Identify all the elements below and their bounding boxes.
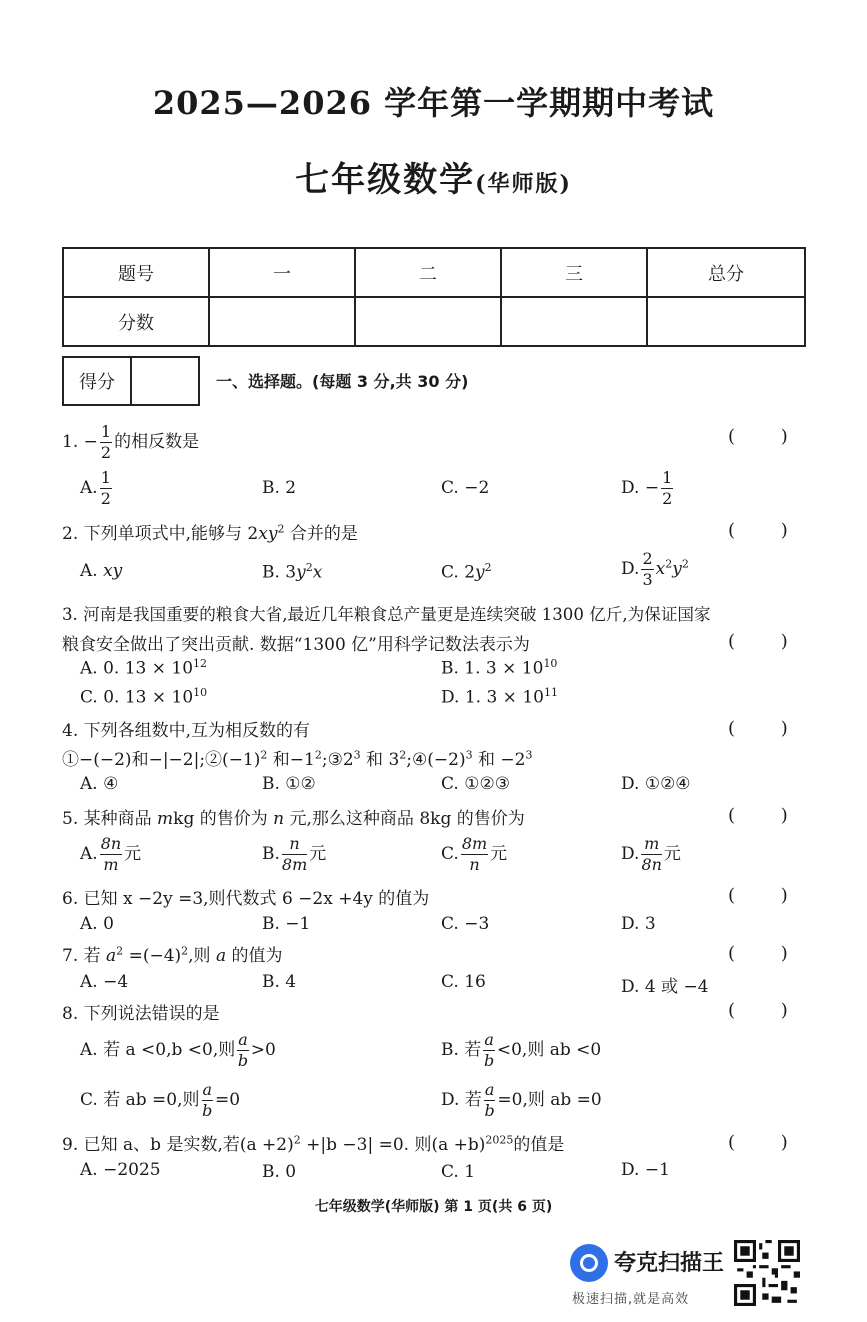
denominator: n [469,855,480,874]
option-d [621,470,675,507]
exponent: 2 [681,557,689,571]
answer-paren: ( ) [728,520,788,541]
option-c [80,686,207,708]
score-table-cell: 总分 [647,248,805,297]
option-c: C. −3 [441,914,490,934]
answer-paren: ( ) [728,943,788,964]
option-a [80,836,141,873]
variable: a [106,946,117,966]
denominator: b [484,1101,495,1120]
exponent: 3 [353,748,361,762]
option-d: D. ①②④ [621,774,691,794]
option-a [80,657,207,679]
answer-paren: ( ) [728,426,788,447]
numerator: n [282,836,307,855]
option-c: C. ①②③ [441,774,510,794]
score-cell-2 [355,297,501,346]
fraction [100,836,122,873]
variable: y [475,562,485,583]
option-text: B. 若 [441,1040,482,1060]
score-table-cell: 分数 [63,297,209,346]
answer-paren: ( ) [728,718,788,739]
option-a: A. 0 [80,914,114,934]
expr: 和 −2 [472,750,526,770]
scanner-slogan: 极速扫描,就是高效 [572,1292,690,1307]
option-d [621,836,681,873]
answer-paren: ( ) [728,885,788,906]
exponent: 10 [193,686,208,699]
option-text: >0 [250,1040,276,1060]
option-c [441,561,492,583]
option-c: C. 16 [441,972,486,992]
exponent: 2025 [485,1133,514,1147]
option-text: =0 [215,1090,241,1110]
option-a [80,470,114,507]
option-label: C. [441,844,459,864]
numerator: a [202,1080,213,1099]
denominator: 2 [100,489,111,508]
minus-sign: − [83,432,98,452]
option-d [621,551,689,588]
option-b: B. ①② [262,774,316,794]
question-text: =(−4) [123,946,182,966]
option-b [262,836,326,873]
option-text: <0,则 ab <0 [496,1040,602,1060]
variable: x [312,562,323,583]
variable: m [157,809,174,829]
option-b: B. 0 [262,1162,297,1182]
option-text: A. 0. 13 × 10 [80,658,194,679]
question-7 [62,941,283,966]
numerator: 1 [662,468,673,487]
option-text: D. 若 [441,1090,482,1110]
question-4: 4. 下列各组数中,互为相反数的有 [62,721,311,741]
fraction [100,470,112,507]
question-text: 的值是 [513,1135,565,1155]
denominator: 8m [281,855,308,874]
option-label: B. 3 [262,562,297,583]
answer-paren: ( ) [728,631,788,652]
option-label: A. [80,561,104,581]
unit: 元 [124,844,142,864]
variable: xy [258,524,278,544]
numerator: a [484,1080,495,1099]
section-title: 一、选择题。(每题 3 分,共 30 分) [216,372,469,391]
option-label: A. [80,844,98,864]
option-label: D. [621,559,640,579]
variable: a [215,946,227,966]
option-d: D. 4 或 −4 [621,977,709,997]
question-5 [62,804,525,829]
option-a: A. −2025 [80,1160,161,1180]
option-b [262,561,322,583]
numerator: 2 [642,549,653,568]
denominator: 2 [662,489,673,508]
variable: y [296,562,306,583]
exponent: 2 [305,561,313,574]
score-table-cell: 二 [355,248,501,297]
option-c [441,836,507,873]
option-b: B. 2 [262,478,297,498]
score-table-header-row [63,248,805,297]
question-1 [62,424,199,461]
expr: 和−1 [267,750,315,770]
section-score-label: 得分 [64,358,132,404]
exponent: 2 [484,561,492,574]
score-cell-3 [501,297,647,346]
option-b [441,1032,601,1069]
exponent: 2 [293,1133,301,1147]
option-c [80,1082,240,1119]
fraction [641,836,661,873]
subject-title [0,152,867,201]
denominator: 8n [641,855,662,874]
exponent: 12 [193,657,208,670]
question-text: 9. 已知 a、b 是实数,若(a +2) [62,1135,294,1155]
option-d [441,1082,602,1119]
option-text: =0,则 ab =0 [497,1090,602,1110]
question-6: 6. 已知 x −2y =3,则代数式 6 −2x +4y 的值为 [62,889,430,909]
numerator: m [641,836,661,855]
denominator: 3 [642,570,653,589]
option-c: C. 1 [441,1162,476,1182]
option-label: B. [262,844,280,864]
score-table-cell: 三 [501,248,647,297]
fraction [100,424,112,461]
option-text: D. 1. 3 × 10 [441,687,544,708]
option-text: C. 0. 13 × 10 [80,687,194,708]
expr: ①−(−2)和−|−2|;②(−1) [62,750,261,770]
option-a [80,561,122,581]
score-table-cell: 一 [209,248,355,297]
numerator: 8n [100,834,122,853]
fraction [282,836,307,873]
section-score-box [62,356,200,406]
denominator: b [237,1051,249,1070]
variable: x [655,559,666,579]
question-2 [62,519,358,544]
expr: ;④(−2) [406,750,466,770]
exponent: 2 [399,748,407,762]
question-8: 8. 下列说法错误的是 [62,1004,220,1024]
fraction [483,1032,495,1069]
question-text: ,则 [188,946,216,966]
option-b: B. 4 [262,972,297,992]
question-text: 7. 若 [62,946,107,966]
fraction [461,836,488,873]
option-text: A. 若 a <0,b <0,则 [80,1040,236,1060]
scanner-logo-icon [570,1244,608,1282]
score-cell-1 [209,297,355,346]
option-label: C. 2 [441,562,476,583]
option-text: B. 1. 3 × 10 [441,658,544,679]
question-text: +|b −3| =0. 则(a +b) [300,1135,486,1155]
option-a [80,1032,276,1069]
denominator: b [483,1051,495,1070]
answer-paren: ( ) [728,1000,788,1021]
question-4-pairs [62,745,532,770]
exponent: 10 [543,657,558,670]
answer-paren: ( ) [728,1132,788,1153]
exponent: 3 [525,748,533,762]
numerator: a [238,1030,248,1049]
page-footer: 七年级数学(华师版) 第 1 页(共 6 页) [314,1199,553,1215]
answer-paren: ( ) [728,805,788,826]
score-table [62,247,806,347]
subject-name: 七年级数学 [295,160,476,200]
scanner-brand: 夸克扫描王 [614,1251,725,1276]
edition-label: (华师版) [475,171,572,197]
question-3-line-2: 粮食安全做出了突出贡献. 数据“1300 亿”用科学记数法表示为 [62,635,530,655]
fraction [202,1082,214,1119]
score-table-cell: 题号 [63,248,209,297]
question-text: 合并的是 [284,524,358,544]
question-9 [62,1130,564,1155]
variable: xy [103,561,123,581]
unit: 元 [309,844,327,864]
question-text: 5. 某种商品 [62,809,158,829]
exponent: 2 [314,748,322,762]
exponent: 11 [543,686,558,699]
exponent: 2 [277,522,285,536]
option-label: D. [621,844,640,864]
option-d: D. 3 [621,914,656,934]
option-a: A. −4 [80,972,129,992]
fraction [484,1082,496,1119]
fraction [661,470,673,507]
option-label: A. [80,478,98,498]
unit: 元 [490,844,508,864]
option-b: B. −1 [262,914,311,934]
option-d: D. −1 [621,1160,670,1180]
option-a: A. ④ [80,774,119,794]
question-text: 2. 下列单项式中,能够与 2 [62,524,259,544]
fraction [641,551,653,588]
exponent: 2 [181,944,189,958]
qr-code-icon [734,1240,800,1306]
fraction [237,1032,249,1069]
denominator: m [103,855,119,874]
question-number: 1. [62,432,79,452]
variable: n [273,809,285,829]
exponent: 2 [665,557,673,571]
numerator: 8m [461,834,488,853]
option-b [441,657,557,679]
question-text: 元,那么这种商品 8kg 的售价为 [284,809,525,829]
expr: 和 3 [360,750,400,770]
expr: ;③2 [321,750,354,770]
denominator: b [202,1101,213,1120]
numerator: 1 [100,468,111,487]
numerator: 1 [100,422,112,441]
exponent: 3 [465,748,473,762]
question-text: kg 的售价为 [173,809,274,829]
numerator: a [484,1030,494,1049]
option-text: C. 若 ab =0,则 [80,1090,200,1110]
exponent: 2 [260,748,268,762]
question-text: 的相反数是 [114,432,200,452]
exam-title: 2025—2026 学年第一学期期中考试 [152,84,715,122]
score-cell-total [647,297,805,346]
variable: y [672,559,682,579]
question-3-line-1: 3. 河南是我国重要的粮食大省,最近几年粮食总产量更是连续突破 1300 亿斤,为保证国家 [62,605,711,624]
option-label: D. − [621,478,660,498]
exponent: 2 [116,944,124,958]
question-text: 的值为 [226,946,283,966]
option-d [441,686,558,708]
score-table-score-row [63,297,805,346]
option-c: C. −2 [441,478,490,498]
unit: 元 [663,844,681,864]
denominator: 2 [100,443,112,462]
